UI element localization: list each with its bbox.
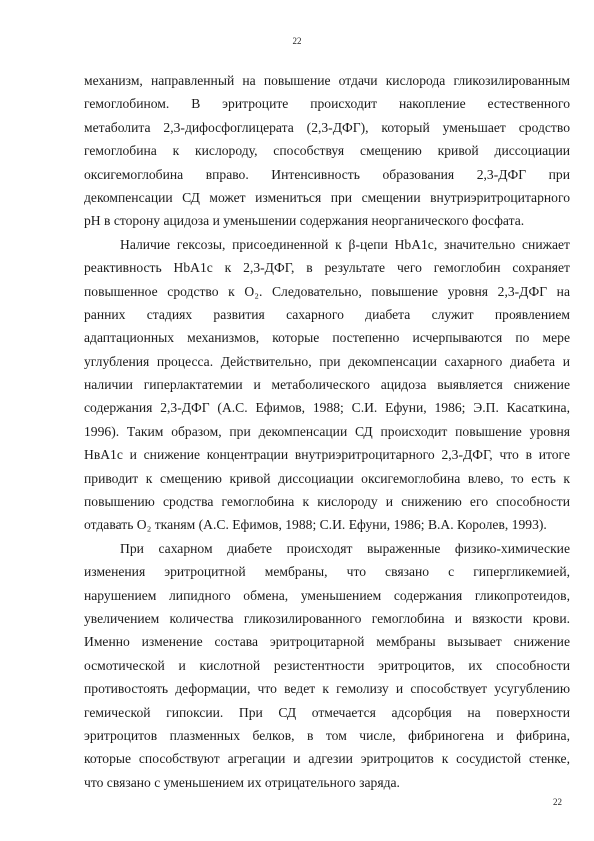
text-line: pH в сторону ацидоза и уменьшении содержания неорганического фосфата. [84,213,525,229]
text-line: что связано с уменьшением их отрицательного заряда. [84,774,400,790]
text-line: механизм, направленный на повышение отдачи кислорода гликозилированным [84,73,570,88]
text-line: повышению сродства гемоглобина к кислороду и снижению его способности [84,494,570,510]
text-line: приводит к смещению кривой диссоциации оксигемоглобина влево, то есть к [84,470,570,486]
text-line: Наличие гексозы, присоединенной к β-цепи HbA1c, значительно снижает [120,236,570,252]
text-line: декомпенсации СД может измениться при смещении внутриэритроцитарного [84,189,570,205]
text-line: оксигемоглобина вправо. Интенсивность образования 2,3-ДФГ при [84,166,570,182]
text-line: реактивность HbA1c к 2,3-ДФГ, в результате чего гемоглобин сохраняет [84,260,570,276]
text-line: эритроцитов плазменных белков, в том числе, фибриногена и фибрина, [84,727,570,743]
text-line: нарушением липидного обмена, уменьшением содержания гликопротеидов, [84,587,570,603]
body-text [84,69,570,794]
text-line: отдавать O₂ тканям (А.С. Ефимов, 1988; С.И. Ефуни, 1986; В.А. Королев, 1993). [84,517,547,533]
text-line: изменения эритроцитной мембраны, что связано с гипергликемией, [84,564,570,580]
text-line: гемоглобина к кислороду, способствуя смещению кривой диссоциации [84,143,570,159]
text-line: наличии гиперлактатемии и метаболического ацидоза выявляется снижение [84,377,570,393]
text-line: которые способствуют агрегации и адгезии эритроцитов к сосудистой стенке, [84,751,570,767]
text-line: увеличением количества гликозилированного гемоглобина и вязкости крови. [84,610,570,626]
text-line: противостоять деформации, что ведет к гемолизу и способствует усугублению [84,681,570,697]
text-line: Именно изменение состава эритроцитарной мембраны вызывает снижение [84,634,570,650]
text-line: метаболита 2,3-дифосфоглицерата (2,3-ДФГ), который уменьшает сродство [84,119,570,135]
text-line: При сахарном диабете происходят выраженные физико-химические [120,540,570,556]
text-line: гемической гипоксии. При СД отмечается адсорбция на поверхности [84,704,570,720]
text-line: гемоглобином. В эритроците происходит накопление естественного [84,96,570,112]
text-line: осмотической и кислотной резистентности эритроцитов, их способности [84,657,570,673]
page-number-bottom: 22 [553,797,562,807]
text-line: содержания 2,3-ДФГ (А.С. Ефимов, 1988; С.И. Ефуни, 1986; Э.П. Касаткина, [84,400,570,416]
text-line: ранних стадиях развития сахарного диабета служит проявлением [84,306,570,322]
text-line: повышенное сродство к O₂. Следовательно, повышение уровня 2,3-ДФГ на [84,283,570,299]
text-line: HвA1c и снижение концентрации внутриэритроцитарного 2,3-ДФГ, что в итоге [84,447,570,463]
text-line: 1996). Таким образом, при декомпенсации СД происходит повышение уровня [84,423,570,439]
text-line: углубления процесса. Действительно, при декомпенсации сахарного диабета и [84,353,570,369]
text-line: адаптационных механизмов, которые постепенно исчерпываются по мере [84,330,570,346]
page-number-top: 22 [292,36,302,46]
